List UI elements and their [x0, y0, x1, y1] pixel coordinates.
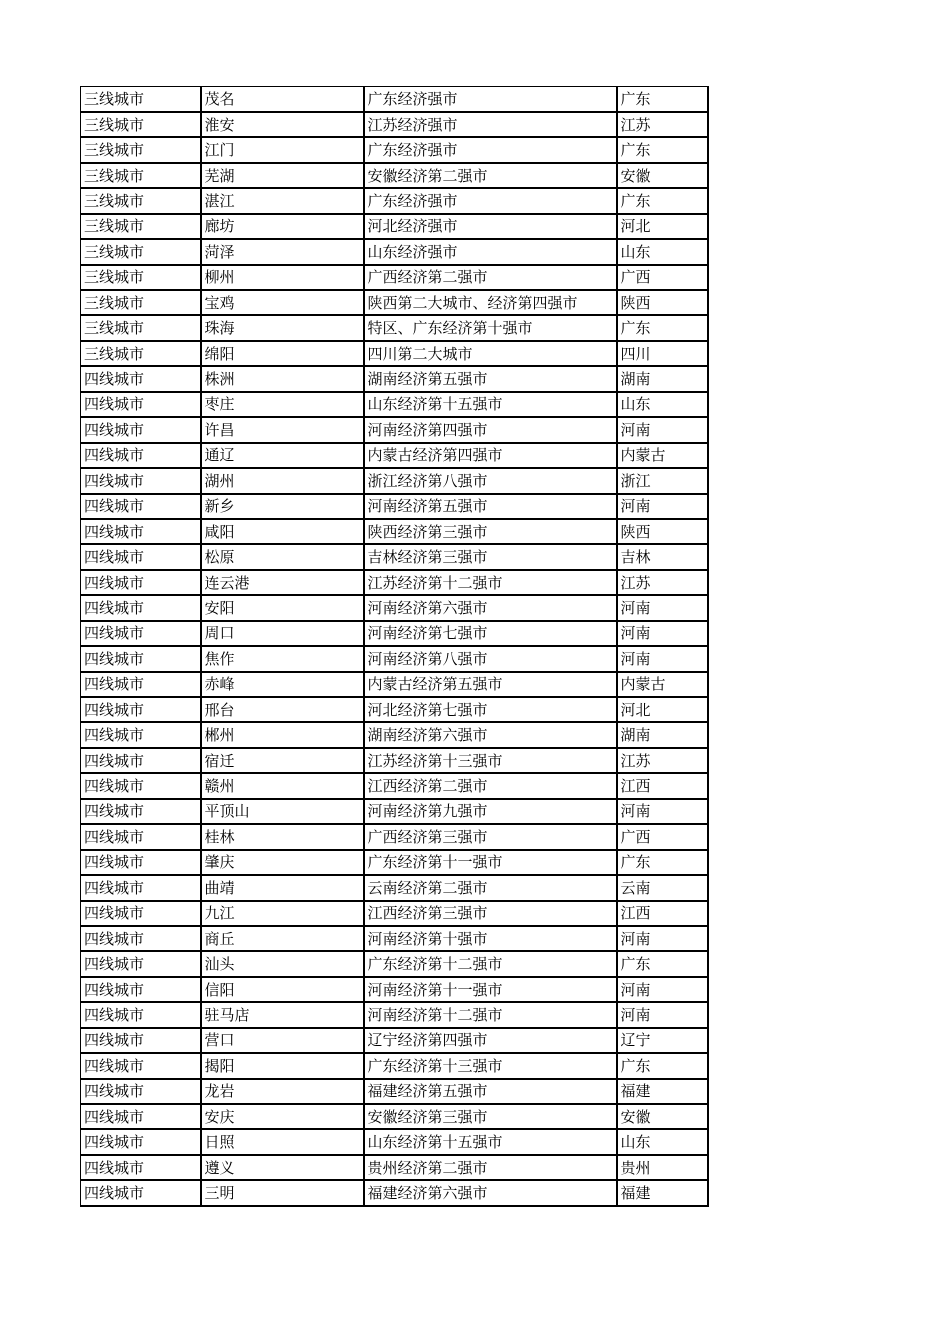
province-cell[interactable]: 河北	[617, 697, 708, 722]
province-cell[interactable]: 广西	[617, 265, 708, 290]
table-row	[81, 544, 708, 569]
table-row	[81, 1155, 708, 1180]
tier-cell[interactable]: 三线城市	[81, 341, 201, 366]
table-row	[81, 875, 708, 900]
table-row	[81, 621, 708, 646]
description-cell[interactable]: 山东经济第十五强市	[364, 1129, 617, 1154]
table-row	[81, 1079, 708, 1104]
tier-cell[interactable]: 四线城市	[81, 824, 201, 849]
table-row	[81, 1104, 708, 1129]
city-cell[interactable]: 肇庆	[201, 850, 364, 875]
table-row	[81, 672, 708, 697]
tier-cell[interactable]: 四线城市	[81, 1104, 201, 1129]
province-cell[interactable]: 陕西	[617, 290, 708, 315]
province-cell[interactable]: 内蒙古	[617, 672, 708, 697]
description-cell[interactable]: 陕西经济第三强市	[364, 519, 617, 544]
tier-cell[interactable]: 四线城市	[81, 1180, 201, 1205]
description-cell[interactable]: 河南经济第十二强市	[364, 1002, 617, 1027]
description-cell[interactable]: 广东经济第十一强市	[364, 850, 617, 875]
city-cell[interactable]: 安阳	[201, 595, 364, 620]
table-row	[81, 417, 708, 442]
table-row	[81, 265, 708, 290]
tier-cell[interactable]: 三线城市	[81, 315, 201, 340]
description-cell[interactable]: 河北经济第七强市	[364, 697, 617, 722]
province-cell[interactable]: 河南	[617, 494, 708, 519]
tier-cell[interactable]: 四线城市	[81, 468, 201, 493]
city-cell[interactable]: 曲靖	[201, 875, 364, 900]
city-cell[interactable]: 驻马店	[201, 1002, 364, 1027]
city-cell[interactable]: 咸阳	[201, 519, 364, 544]
province-cell[interactable]: 吉林	[617, 544, 708, 569]
province-cell[interactable]: 广东	[617, 137, 708, 162]
tier-cell[interactable]: 三线城市	[81, 188, 201, 213]
city-cell[interactable]: 赣州	[201, 773, 364, 798]
province-cell[interactable]: 河北	[617, 214, 708, 239]
city-cell[interactable]: 江门	[201, 137, 364, 162]
city-table	[80, 86, 709, 1207]
tier-cell[interactable]: 四线城市	[81, 646, 201, 671]
city-cell[interactable]: 新乡	[201, 494, 364, 519]
tier-cell[interactable]: 四线城市	[81, 443, 201, 468]
tier-cell[interactable]: 四线城市	[81, 621, 201, 646]
province-cell[interactable]: 广东	[617, 1053, 708, 1078]
description-cell[interactable]: 河南经济第八强市	[364, 646, 617, 671]
province-cell[interactable]: 山东	[617, 392, 708, 417]
tier-cell[interactable]: 三线城市	[81, 239, 201, 264]
tier-cell[interactable]: 四线城市	[81, 1002, 201, 1027]
table-row	[81, 748, 708, 773]
province-cell[interactable]: 安徽	[617, 1104, 708, 1129]
description-cell[interactable]: 江苏经济第十二强市	[364, 570, 617, 595]
table-row	[81, 1129, 708, 1154]
city-cell[interactable]: 菏泽	[201, 239, 364, 264]
table-row	[81, 468, 708, 493]
description-cell[interactable]: 广西经济第三强市	[364, 824, 617, 849]
city-cell[interactable]: 桂林	[201, 824, 364, 849]
table-row	[81, 850, 708, 875]
province-cell[interactable]: 河南	[617, 646, 708, 671]
province-cell[interactable]: 河南	[617, 595, 708, 620]
description-cell[interactable]: 特区、广东经济第十强市	[364, 315, 617, 340]
tier-cell[interactable]: 四线城市	[81, 519, 201, 544]
city-cell[interactable]: 安庆	[201, 1104, 364, 1129]
table-row	[81, 773, 708, 798]
province-cell[interactable]: 陕西	[617, 519, 708, 544]
city-cell[interactable]: 绵阳	[201, 341, 364, 366]
province-cell[interactable]: 河南	[617, 417, 708, 442]
description-cell[interactable]: 湖南经济第六强市	[364, 722, 617, 747]
city-cell[interactable]: 营口	[201, 1028, 364, 1053]
description-cell[interactable]: 吉林经济第三强市	[364, 544, 617, 569]
table-row	[81, 1002, 708, 1027]
description-cell[interactable]: 浙江经济第八强市	[364, 468, 617, 493]
city-cell[interactable]: 周口	[201, 621, 364, 646]
province-cell[interactable]: 江苏	[617, 112, 708, 137]
table-row	[81, 163, 708, 188]
province-cell[interactable]: 内蒙古	[617, 443, 708, 468]
table-row	[81, 799, 708, 824]
city-cell[interactable]: 株洲	[201, 366, 364, 391]
tier-cell[interactable]: 四线城市	[81, 926, 201, 951]
table-row	[81, 290, 708, 315]
city-cell[interactable]: 枣庄	[201, 392, 364, 417]
tier-cell[interactable]: 四线城市	[81, 951, 201, 976]
tier-cell[interactable]: 三线城市	[81, 137, 201, 162]
city-cell[interactable]: 商丘	[201, 926, 364, 951]
table-row	[81, 1180, 708, 1205]
province-cell[interactable]: 福建	[617, 1079, 708, 1104]
tier-cell[interactable]: 三线城市	[81, 112, 201, 137]
tier-cell[interactable]: 四线城市	[81, 875, 201, 900]
table-row	[81, 646, 708, 671]
table-row	[81, 697, 708, 722]
table-row	[81, 595, 708, 620]
province-cell[interactable]: 广东	[617, 850, 708, 875]
description-cell[interactable]: 广东经济强市	[364, 87, 617, 112]
table-row	[81, 722, 708, 747]
description-cell[interactable]: 山东经济第十五强市	[364, 392, 617, 417]
description-cell[interactable]: 内蒙古经济第五强市	[364, 672, 617, 697]
table-row	[81, 366, 708, 391]
description-cell[interactable]: 广东经济第十三强市	[364, 1053, 617, 1078]
tier-cell[interactable]: 四线城市	[81, 722, 201, 747]
table-row	[81, 112, 708, 137]
province-cell[interactable]: 广东	[617, 188, 708, 213]
tier-cell[interactable]: 四线城市	[81, 595, 201, 620]
description-cell[interactable]: 四川第二大城市	[364, 341, 617, 366]
city-cell[interactable]: 遵义	[201, 1155, 364, 1180]
province-cell[interactable]: 江西	[617, 901, 708, 926]
city-cell[interactable]: 邢台	[201, 697, 364, 722]
province-cell[interactable]: 广东	[617, 87, 708, 112]
table-row	[81, 824, 708, 849]
province-cell[interactable]: 云南	[617, 875, 708, 900]
table-row	[81, 214, 708, 239]
city-cell[interactable]: 芜湖	[201, 163, 364, 188]
city-cell[interactable]: 赤峰	[201, 672, 364, 697]
table-row	[81, 392, 708, 417]
description-cell[interactable]: 河南经济第九强市	[364, 799, 617, 824]
table-row	[81, 341, 708, 366]
tier-cell[interactable]: 四线城市	[81, 544, 201, 569]
tier-cell[interactable]: 四线城市	[81, 570, 201, 595]
province-cell[interactable]: 安徽	[617, 163, 708, 188]
tier-cell[interactable]: 四线城市	[81, 773, 201, 798]
description-cell[interactable]: 福建经济第六强市	[364, 1180, 617, 1205]
city-cell[interactable]: 松原	[201, 544, 364, 569]
tier-cell[interactable]: 三线城市	[81, 265, 201, 290]
description-cell[interactable]: 江苏经济强市	[364, 112, 617, 137]
description-cell[interactable]: 安徽经济第三强市	[364, 1104, 617, 1129]
city-cell[interactable]: 揭阳	[201, 1053, 364, 1078]
tier-cell[interactable]: 四线城市	[81, 1155, 201, 1180]
city-cell[interactable]: 龙岩	[201, 1079, 364, 1104]
province-cell[interactable]: 江苏	[617, 748, 708, 773]
province-cell[interactable]: 湖南	[617, 366, 708, 391]
tier-cell[interactable]: 四线城市	[81, 901, 201, 926]
city-cell[interactable]: 九江	[201, 901, 364, 926]
city-cell[interactable]: 郴州	[201, 722, 364, 747]
description-cell[interactable]: 广西经济第二强市	[364, 265, 617, 290]
description-cell[interactable]: 河南经济第六强市	[364, 595, 617, 620]
description-cell[interactable]: 河南经济第四强市	[364, 417, 617, 442]
city-cell[interactable]: 平顶山	[201, 799, 364, 824]
description-cell[interactable]: 广东经济强市	[364, 188, 617, 213]
description-cell[interactable]: 福建经济第五强市	[364, 1079, 617, 1104]
table-row	[81, 977, 708, 1002]
description-cell[interactable]: 广东经济第十二强市	[364, 951, 617, 976]
tier-cell[interactable]: 四线城市	[81, 850, 201, 875]
province-cell[interactable]: 广东	[617, 951, 708, 976]
city-cell[interactable]: 通辽	[201, 443, 364, 468]
tier-cell[interactable]: 三线城市	[81, 163, 201, 188]
province-cell[interactable]: 河南	[617, 926, 708, 951]
city-cell[interactable]: 淮安	[201, 112, 364, 137]
description-cell[interactable]: 江西经济第三强市	[364, 901, 617, 926]
description-cell[interactable]: 陕西第二大城市、经济第四强市	[364, 290, 617, 315]
table-row	[81, 443, 708, 468]
province-cell[interactable]: 河南	[617, 977, 708, 1002]
province-cell[interactable]: 贵州	[617, 1155, 708, 1180]
province-cell[interactable]: 山东	[617, 239, 708, 264]
province-cell[interactable]: 广西	[617, 824, 708, 849]
city-cell[interactable]: 茂名	[201, 87, 364, 112]
description-cell[interactable]: 河南经济第七强市	[364, 621, 617, 646]
description-cell[interactable]: 江西经济第二强市	[364, 773, 617, 798]
table-row	[81, 137, 708, 162]
description-cell[interactable]: 安徽经济第二强市	[364, 163, 617, 188]
description-cell[interactable]: 贵州经济第二强市	[364, 1155, 617, 1180]
tier-cell[interactable]: 四线城市	[81, 494, 201, 519]
table-row	[81, 494, 708, 519]
province-cell[interactable]: 河南	[617, 799, 708, 824]
description-cell[interactable]: 河南经济第五强市	[364, 494, 617, 519]
province-cell[interactable]: 山东	[617, 1129, 708, 1154]
description-cell[interactable]: 山东经济强市	[364, 239, 617, 264]
table-row	[81, 188, 708, 213]
tier-cell[interactable]: 四线城市	[81, 392, 201, 417]
table-row	[81, 315, 708, 340]
description-cell[interactable]: 湖南经济第五强市	[364, 366, 617, 391]
tier-cell[interactable]: 三线城市	[81, 214, 201, 239]
table-row	[81, 239, 708, 264]
province-cell[interactable]: 浙江	[617, 468, 708, 493]
description-cell[interactable]: 河南经济第十一强市	[364, 977, 617, 1002]
description-cell[interactable]: 内蒙古经济第四强市	[364, 443, 617, 468]
province-cell[interactable]: 江苏	[617, 570, 708, 595]
table-row	[81, 87, 708, 112]
tier-cell[interactable]: 四线城市	[81, 977, 201, 1002]
province-cell[interactable]: 福建	[617, 1180, 708, 1205]
city-cell[interactable]: 湖州	[201, 468, 364, 493]
province-cell[interactable]: 广东	[617, 315, 708, 340]
province-cell[interactable]: 江西	[617, 773, 708, 798]
table-row	[81, 1053, 708, 1078]
tier-cell[interactable]: 四线城市	[81, 1079, 201, 1104]
table-row	[81, 926, 708, 951]
city-cell[interactable]: 信阳	[201, 977, 364, 1002]
city-cell[interactable]: 柳州	[201, 265, 364, 290]
table-row	[81, 519, 708, 544]
tier-cell[interactable]: 三线城市	[81, 87, 201, 112]
tier-cell[interactable]: 四线城市	[81, 1129, 201, 1154]
tier-cell[interactable]: 四线城市	[81, 748, 201, 773]
tier-cell[interactable]: 四线城市	[81, 672, 201, 697]
city-table-body	[81, 87, 708, 1206]
city-cell[interactable]: 连云港	[201, 570, 364, 595]
tier-cell[interactable]: 四线城市	[81, 1028, 201, 1053]
city-cell[interactable]: 宝鸡	[201, 290, 364, 315]
description-cell[interactable]: 河北经济强市	[364, 214, 617, 239]
city-cell[interactable]: 廊坊	[201, 214, 364, 239]
city-cell[interactable]: 焦作	[201, 646, 364, 671]
table-row	[81, 1028, 708, 1053]
province-cell[interactable]: 湖南	[617, 722, 708, 747]
tier-cell[interactable]: 四线城市	[81, 417, 201, 442]
city-cell[interactable]: 湛江	[201, 188, 364, 213]
province-cell[interactable]: 河南	[617, 621, 708, 646]
tier-cell[interactable]: 四线城市	[81, 366, 201, 391]
description-cell[interactable]: 广东经济强市	[364, 137, 617, 162]
description-cell[interactable]: 辽宁经济第四强市	[364, 1028, 617, 1053]
table-row	[81, 901, 708, 926]
description-cell[interactable]: 江苏经济第十三强市	[364, 748, 617, 773]
table-row	[81, 951, 708, 976]
province-cell[interactable]: 河南	[617, 1002, 708, 1027]
city-cell[interactable]: 珠海	[201, 315, 364, 340]
province-cell[interactable]: 四川	[617, 341, 708, 366]
tier-cell[interactable]: 四线城市	[81, 697, 201, 722]
city-cell[interactable]: 日照	[201, 1129, 364, 1154]
tier-cell[interactable]: 四线城市	[81, 1053, 201, 1078]
city-cell[interactable]: 三明	[201, 1180, 364, 1205]
description-cell[interactable]: 云南经济第二强市	[364, 875, 617, 900]
tier-cell[interactable]: 三线城市	[81, 290, 201, 315]
city-cell[interactable]: 许昌	[201, 417, 364, 442]
city-cell[interactable]: 汕头	[201, 951, 364, 976]
tier-cell[interactable]: 四线城市	[81, 799, 201, 824]
city-cell[interactable]: 宿迁	[201, 748, 364, 773]
table-row	[81, 570, 708, 595]
province-cell[interactable]: 辽宁	[617, 1028, 708, 1053]
description-cell[interactable]: 河南经济第十强市	[364, 926, 617, 951]
